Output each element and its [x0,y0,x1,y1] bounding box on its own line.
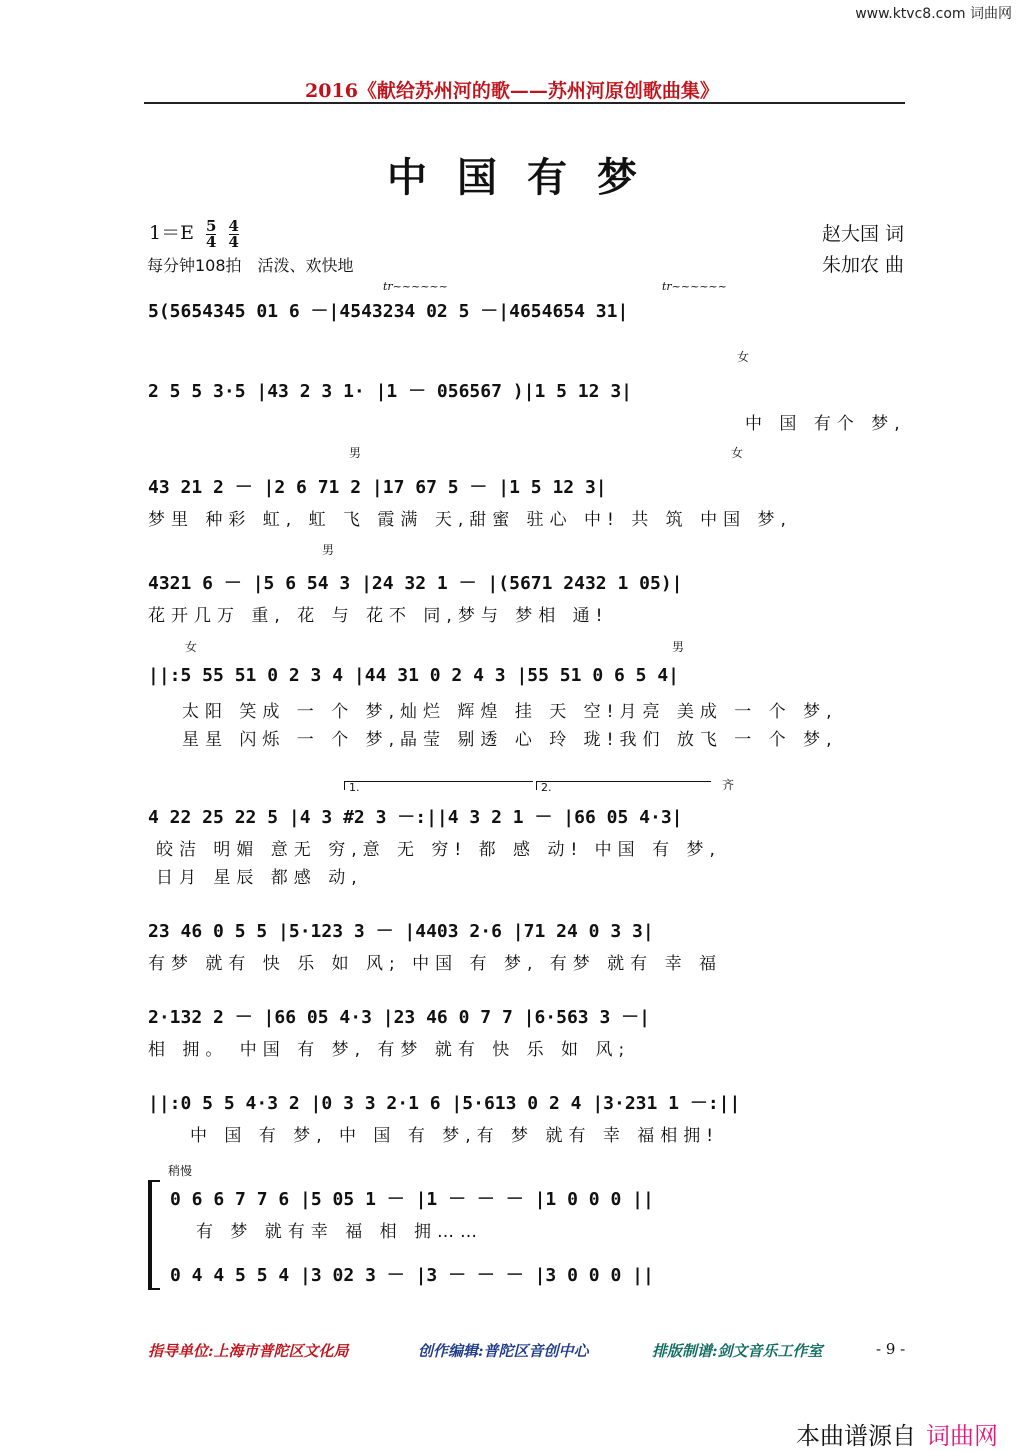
voice-marker-male: 男 [349,446,362,460]
time-signature-1: $\frac{5}{4}$ [206,216,217,251]
score-row-3: 43 21 2 － |2 6 71 2 |17 67 5 － |1 5 12 3| [148,477,607,498]
system-bracket [148,1180,160,1290]
lyric-line: 有 梦 就有幸 福 相 拥…… [196,1222,484,1242]
voice-marker-female: 女 [185,640,198,654]
score-row-7: 23 46 0 5 5 |5·123 3 － |4403 2·6 |71 24 0 3 3| [148,921,654,942]
lyric-line-verse-1: 太阳 笑成 一 个 梦,灿烂 辉煌 挂 天 空!月亮 美成 一 个 梦, [182,702,838,722]
voice-marker-male: 男 [672,640,685,654]
song-title: 中国有梦 [387,154,667,201]
score-row-1: 5(5654345 01 6 －|4543234 02 5 －|4654654 31| [148,301,629,322]
score-row-6: 4 22 25 22 5 |4 3 #2 3 －:||4 3 2 1 － |66 05 4·3| [148,807,683,828]
page-number: - 9 - [876,1340,906,1358]
lyric-line-verse-1: 皎洁 明媚 意无 穷,意 无 穷! 都 感 动! 中国 有 梦, [156,840,721,860]
score-row-5: ||:5 55 51 0 2 3 4 |44 31 0 2 4 3 |55 51 0 6 5 4| [148,665,680,686]
score-row-2: 2 5 5 3·5 |43 2 3 1· |1 － 056567 )|1 5 12 3| [148,381,632,402]
collection-title: 2016《献给苏州河的歌——苏州河原创歌曲集》 [305,80,719,102]
source-note: 本曲谱源自 词曲网 [796,1422,998,1450]
footer-guide-unit: 指导单位:上海市普陀区文化局 [148,1342,349,1360]
lyric-line: 有梦 就有 快 乐 如 风; 中国 有 梦, 有梦 就有 幸 福 [148,954,722,974]
score-row-9: ||:0 5 5 4·3 2 |0 3 3 2·1 6 |5·613 0 2 4 |3·231 1 －:|| [148,1093,741,1114]
key-signature [149,218,239,250]
voice-marker-female: 女 [737,350,750,364]
key-prefix: 1＝E [149,222,194,244]
header-divider [144,102,905,104]
composer-credit: 朱加农 曲 [821,254,904,276]
score-row-10-upper: 0 6 6 7 7 6 |5 05 1 － |1 － － － |1 0 0 0 || [170,1189,654,1210]
first-ending-bracket: 1. [344,781,533,790]
footer-layout-engraver: 排版制谱:剑文音乐工作室 [652,1342,823,1360]
tempo-marking: 每分钟108拍 活泼、欢快地 [147,256,354,275]
trill-marker: tr~~~~~~ [662,280,727,293]
voice-marker-female: 女 [731,446,744,460]
score-row-4: 4321 6 － |5 6 54 3 |24 32 1 － |(5671 2432 1 05)| [148,573,683,594]
lyric-line: 相 拥。 中国 有 梦, 有梦 就有 快 乐 如 风; [148,1040,631,1060]
lyric-line: 中 国 有 梦, 中 国 有 梦,有 梦 就有 幸 福相拥! [190,1126,720,1146]
lyric-line-verse-2: 日月 星辰 都感 动, [156,868,363,888]
voice-marker-male: 男 [322,543,335,557]
trill-marker: tr~~~~~~ [383,280,448,293]
score-row-8: 2·132 2 － |66 05 4·3 |23 46 0 7 7 |6·563 3 －| [148,1007,650,1028]
lyricist-credit: 赵大国 词 [821,223,904,245]
site-watermark: www.ktvc8.com 词曲网 [855,6,1012,22]
tempo-slow-marker: 稍慢 [168,1164,193,1178]
second-ending-bracket: 2. [536,781,711,790]
footer-create-editor: 创作编辑:普陀区音创中心 [418,1342,589,1360]
time-signature-2: $\frac{4}{4}$ [228,216,239,251]
lyric-line-verse-2: 星星 闪烁 一 个 梦,晶莹 剔透 心 玲 珑!我们 放飞 一 个 梦, [182,730,838,750]
lyric-line: 花开几万 重, 花 与 花不 同,梦与 梦相 通! [148,606,609,626]
unison-marker: 齐 [722,778,735,792]
lyric-line: 中 国 有个 梦, [745,414,906,434]
source-brand-link[interactable]: 词曲网 [926,1422,998,1450]
lyric-line: 梦里 种彩 虹, 虹 飞 霞满 天,甜蜜 驻心 中! 共 筑 中国 梦, [148,510,792,530]
score-row-10-lower: 0 4 4 5 5 4 |3 02 3 － |3 － － － |3 0 0 0 || [170,1265,654,1286]
